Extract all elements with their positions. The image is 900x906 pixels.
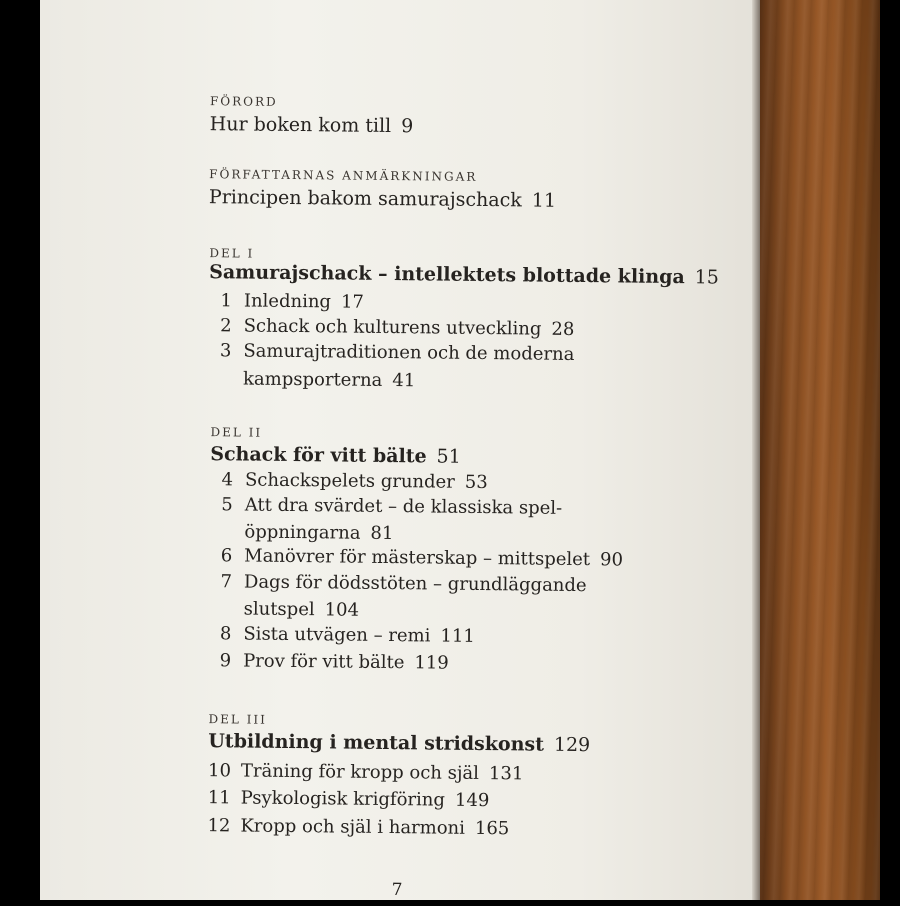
part3-title: Utbildning i mental stridskonst	[208, 730, 545, 756]
chapter-9-page: 119	[414, 652, 449, 674]
chapter-7-title: Dags för dödsstöten – grundläggande	[243, 571, 587, 597]
chapter-12-page: 165	[474, 817, 510, 840]
chapter-1-title: Inledning	[243, 290, 332, 313]
foreword-label: FÖRORD	[209, 94, 278, 109]
chapter-1-number: 1	[220, 290, 233, 312]
chapter-5-title-cont: öppningarna	[244, 521, 361, 544]
chapter-2	[210, 315, 575, 340]
chapter-8-number: 8	[219, 623, 232, 645]
chapter-11	[203, 787, 490, 811]
chapter-9-number: 9	[219, 650, 232, 672]
chapter-5-title: Att dra svärdet – de klassiska spel-	[244, 494, 563, 519]
chapter-5-number: 5	[221, 494, 233, 516]
wooden-table	[760, 0, 880, 900]
part3-label: DEL III	[208, 712, 267, 727]
part1-page: 15	[694, 266, 720, 289]
chapter-6	[210, 545, 623, 570]
chapter-8-title: Sista utvägen – remi	[243, 623, 431, 647]
part2-title: Schack för vitt bälte	[210, 443, 427, 468]
chapter-1	[210, 290, 364, 313]
foreword-title: Hur boken kom till	[209, 113, 392, 138]
chapter-12-title: Kropp och själ i harmoni	[240, 815, 466, 839]
chapter-5	[211, 494, 563, 519]
chapter-10-title: Träning för kropp och själ	[240, 760, 480, 784]
page-number: 7	[391, 880, 403, 901]
notes-entry	[209, 186, 556, 212]
chapter-5-continuation	[244, 521, 393, 544]
chapter-7-number: 7	[220, 571, 233, 593]
chapter-8	[209, 623, 475, 647]
part2-page: 51	[436, 445, 461, 468]
chapter-3-title-cont: kampsporterna	[242, 368, 383, 391]
chapter-11-number: 11	[207, 787, 231, 809]
chapter-10-number: 10	[207, 760, 232, 782]
chapter-3-number: 3	[219, 340, 232, 362]
chapter-2-number: 2	[220, 315, 232, 337]
chapter-1-page: 17	[340, 291, 365, 313]
chapter-3-page: 41	[392, 370, 416, 392]
chapter-10-page: 131	[488, 763, 524, 785]
chapter-9-title: Prov för vitt bälte	[243, 650, 405, 674]
part2-entry	[210, 443, 461, 468]
chapter-3-continuation	[243, 368, 415, 391]
chapter-11-page: 149	[454, 789, 490, 812]
right-border	[880, 0, 900, 900]
notes-page: 11	[531, 189, 557, 212]
part1-entry	[209, 261, 719, 288]
foreword-page: 9	[401, 115, 414, 138]
chapter-4-number: 4	[221, 469, 234, 491]
chapter-6-page: 90	[599, 549, 624, 571]
chapter-2-page: 28	[551, 318, 575, 340]
part3-entry	[208, 730, 590, 756]
chapter-12	[202, 815, 509, 839]
part1-label: DEL I	[209, 246, 255, 261]
chapter-3	[209, 340, 574, 365]
chapter-6-title: Manövrer för mästerskap – mittspelet	[244, 545, 591, 571]
chapter-7-continuation	[244, 598, 360, 620]
notes-label: FÖRFATTARNAS ANMÄRKNINGAR	[209, 167, 478, 184]
chapter-9	[209, 650, 449, 674]
chapter-11-title: Psykologisk krigföring	[240, 787, 446, 811]
part2-label: DEL II	[210, 425, 263, 440]
chapter-7	[210, 571, 587, 596]
part1-title: Samurajschack – intellektets blottade klinga	[209, 261, 685, 289]
chapter-10	[203, 760, 524, 784]
part3-page: 129	[553, 733, 591, 757]
chapter-4-title: Schackspelets grunder	[244, 469, 455, 493]
notes-title: Principen bakom samurajschack	[208, 186, 522, 212]
chapter-2-title: Schack och kulturens utveckling	[243, 315, 542, 340]
chapter-8-page: 111	[440, 625, 475, 647]
chapter-7-title-cont: slutspel	[243, 598, 315, 621]
foreword-entry	[210, 113, 414, 137]
chapter-4	[211, 469, 488, 493]
chapter-7-page: 104	[324, 599, 360, 621]
chapter-3-title: Samurajtraditionen och de moderna	[243, 340, 575, 365]
chapter-5-page: 81	[370, 522, 394, 545]
chapter-6-number: 6	[220, 545, 233, 567]
chapter-12-number: 12	[207, 815, 231, 837]
chapter-4-page: 53	[464, 471, 488, 494]
